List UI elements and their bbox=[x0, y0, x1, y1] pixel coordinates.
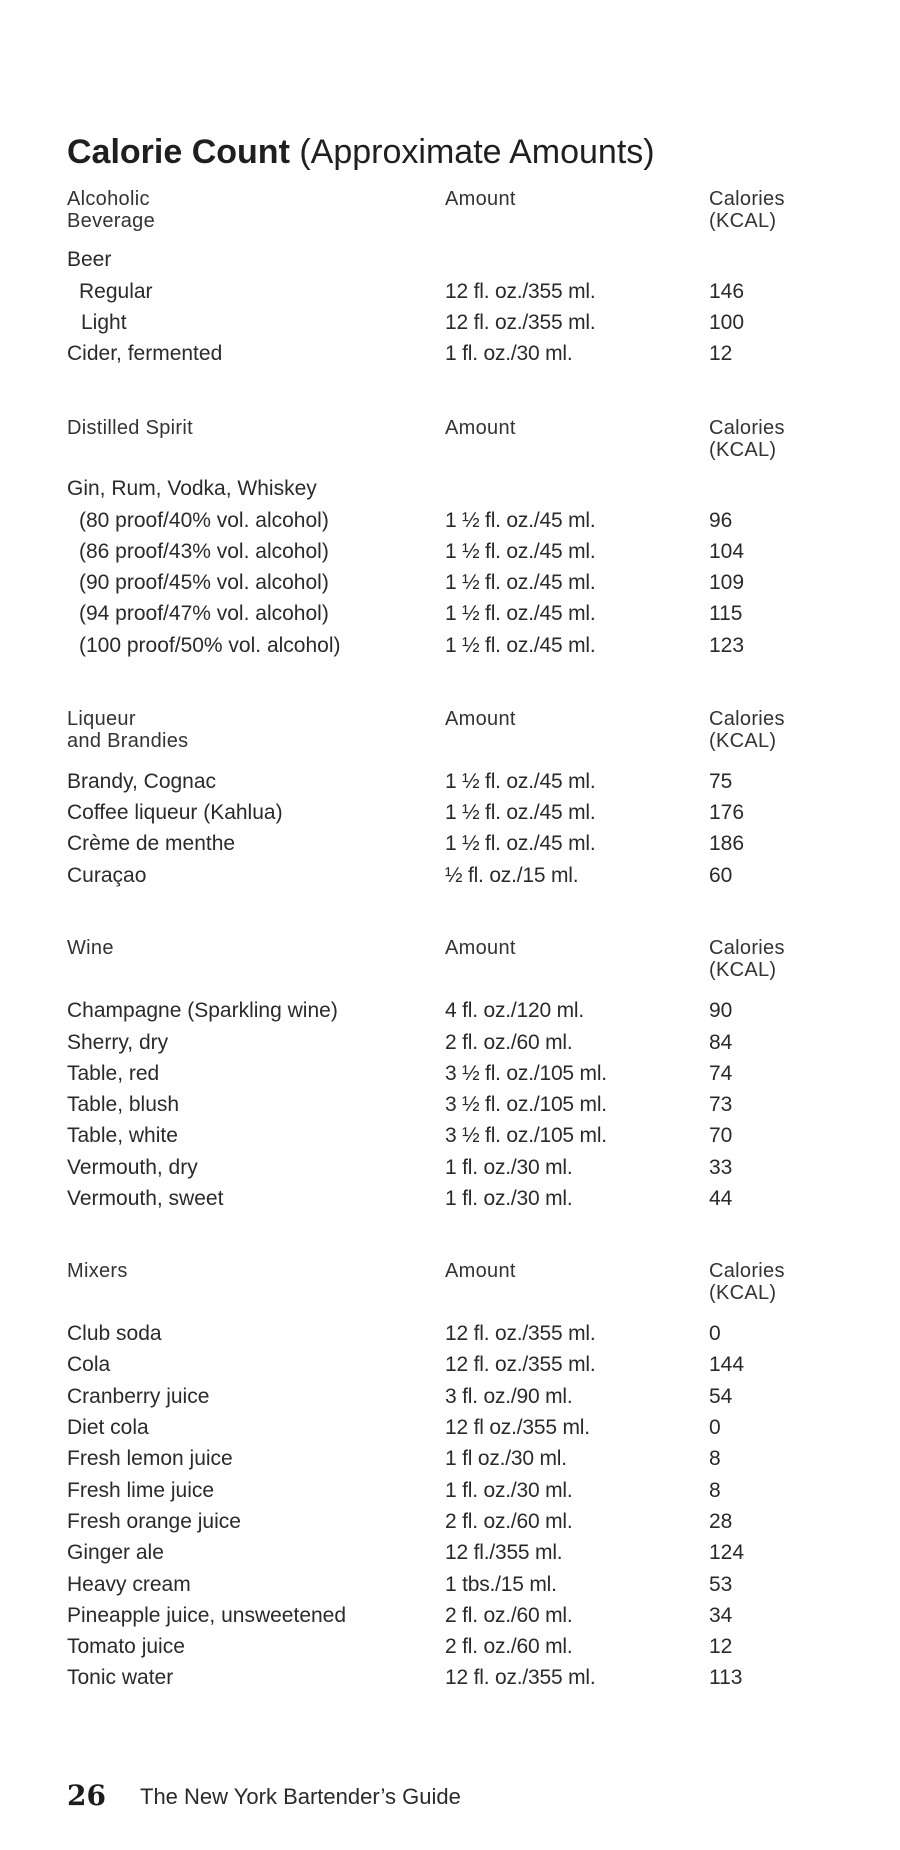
row-calories: 8 bbox=[709, 1447, 721, 1470]
row-calories: 146 bbox=[709, 280, 745, 303]
section-header-amount: Amount bbox=[445, 937, 516, 959]
row-amount: 1 fl. oz./30 ml. bbox=[445, 1187, 573, 1210]
row-amount: 12 fl oz./355 ml. bbox=[445, 1416, 590, 1439]
section-header-kcal: (KCAL) bbox=[709, 730, 777, 752]
title-bold: Calorie Count bbox=[67, 133, 290, 171]
row-calories: 75 bbox=[709, 770, 733, 793]
row-item: Fresh lemon juice bbox=[67, 1447, 233, 1470]
section-header-kcal: (KCAL) bbox=[709, 1282, 777, 1304]
row-item: Heavy cream bbox=[67, 1573, 191, 1596]
row-calories: 124 bbox=[709, 1541, 745, 1564]
row-item: (100 proof/50% vol. alcohol) bbox=[79, 634, 341, 657]
row-calories: 34 bbox=[709, 1604, 733, 1627]
row-amount: 1 ½ fl. oz./45 ml. bbox=[445, 509, 596, 532]
row-amount: 2 fl. oz./60 ml. bbox=[445, 1031, 573, 1054]
section-header-calories: Calories bbox=[709, 1260, 785, 1282]
section-header-calories: Calories bbox=[709, 937, 785, 959]
row-amount: 3 fl. oz./90 ml. bbox=[445, 1385, 573, 1408]
row-amount: 1 fl. oz./30 ml. bbox=[445, 342, 573, 365]
row-item: Diet cola bbox=[67, 1416, 149, 1439]
row-item: Tomato juice bbox=[67, 1635, 185, 1658]
row-item: Tonic water bbox=[67, 1666, 174, 1689]
row-amount: 2 fl. oz./60 ml. bbox=[445, 1510, 573, 1533]
row-calories: 53 bbox=[709, 1573, 733, 1596]
section-header-item: Wine bbox=[67, 937, 114, 959]
row-item: Vermouth, sweet bbox=[67, 1187, 224, 1210]
row-calories: 176 bbox=[709, 801, 745, 824]
row-item: Light bbox=[81, 311, 127, 334]
row-calories: 33 bbox=[709, 1156, 733, 1179]
row-calories: 60 bbox=[709, 864, 733, 887]
row-amount: 1 fl. oz./30 ml. bbox=[445, 1479, 573, 1502]
row-item: Pineapple juice, unsweetened bbox=[67, 1604, 347, 1627]
row-amount: 12 fl. oz./355 ml. bbox=[445, 1666, 596, 1689]
row-calories: 144 bbox=[709, 1353, 745, 1376]
row-item: Crème de menthe bbox=[67, 832, 236, 855]
row-amount: 1 ½ fl. oz./45 ml. bbox=[445, 770, 596, 793]
section-header-amount: Amount bbox=[445, 188, 516, 210]
row-item: Table, red bbox=[67, 1062, 160, 1085]
row-amount: 2 fl. oz./60 ml. bbox=[445, 1635, 573, 1658]
section-header-item: Distilled Spirit bbox=[67, 417, 193, 439]
row-calories: 54 bbox=[709, 1385, 733, 1408]
row-amount: 3 ½ fl. oz./105 ml. bbox=[445, 1124, 607, 1147]
row-item: Cider, fermented bbox=[67, 342, 223, 365]
section-header-item: and Brandies bbox=[67, 730, 189, 752]
row-item: Table, blush bbox=[67, 1093, 180, 1116]
row-item: (90 proof/45% vol. alcohol) bbox=[79, 571, 329, 594]
row-calories: 0 bbox=[709, 1322, 721, 1345]
row-calories: 90 bbox=[709, 999, 733, 1022]
row-item: Vermouth, dry bbox=[67, 1156, 198, 1179]
row-item: Club soda bbox=[67, 1322, 162, 1345]
row-amount: 3 ½ fl. oz./105 ml. bbox=[445, 1062, 607, 1085]
row-calories: 73 bbox=[709, 1093, 733, 1116]
row-item: (86 proof/43% vol. alcohol) bbox=[79, 540, 329, 563]
row-amount: 1 ½ fl. oz./45 ml. bbox=[445, 801, 596, 824]
row-amount: 12 fl. oz./355 ml. bbox=[445, 280, 596, 303]
section-header-item: Mixers bbox=[67, 1260, 128, 1282]
row-item: Regular bbox=[79, 280, 153, 303]
row-calories: 109 bbox=[709, 571, 745, 594]
row-amount: 2 fl. oz./60 ml. bbox=[445, 1604, 573, 1627]
row-calories: 12 bbox=[709, 342, 733, 365]
row-amount: 1 ½ fl. oz./45 ml. bbox=[445, 634, 596, 657]
section-header-kcal: (KCAL) bbox=[709, 959, 777, 981]
row-amount: 12 fl. oz./355 ml. bbox=[445, 1353, 596, 1376]
row-item: Sherry, dry bbox=[67, 1031, 169, 1054]
row-calories: 44 bbox=[709, 1187, 733, 1210]
section-header-calories: Calories bbox=[709, 417, 785, 439]
row-amount: 1 ½ fl. oz./45 ml. bbox=[445, 832, 596, 855]
row-item: (80 proof/40% vol. alcohol) bbox=[79, 509, 329, 532]
row-amount: ½ fl. oz./15 ml. bbox=[445, 864, 579, 887]
row-calories: 12 bbox=[709, 1635, 733, 1658]
row-item: Curaçao bbox=[67, 864, 147, 887]
row-amount: 3 ½ fl. oz./105 ml. bbox=[445, 1093, 607, 1116]
row-calories: 113 bbox=[709, 1666, 743, 1689]
row-amount: 1 fl. oz./30 ml. bbox=[445, 1156, 573, 1179]
page-title bbox=[67, 132, 655, 172]
row-amount: 12 fl. oz./355 ml. bbox=[445, 311, 596, 334]
row-item: Gin, Rum, Vodka, Whiskey bbox=[67, 477, 317, 500]
row-amount: 12 fl. oz./355 ml. bbox=[445, 1322, 596, 1345]
row-calories: 28 bbox=[709, 1510, 733, 1533]
section-header-kcal: (KCAL) bbox=[709, 210, 777, 232]
row-amount: 1 fl oz./30 ml. bbox=[445, 1447, 567, 1470]
section-header-calories: Calories bbox=[709, 708, 785, 730]
row-item: Champagne (Sparkling wine) bbox=[67, 999, 338, 1022]
row-calories: 0 bbox=[709, 1416, 721, 1439]
row-item: Fresh lime juice bbox=[67, 1479, 215, 1502]
page-number: 26 bbox=[67, 1779, 106, 1812]
row-calories: 96 bbox=[709, 509, 733, 532]
section-header-amount: Amount bbox=[445, 708, 516, 730]
section-header-item: Alcoholic bbox=[67, 188, 150, 210]
row-amount: 1 ½ fl. oz./45 ml. bbox=[445, 602, 596, 625]
section-header-kcal: (KCAL) bbox=[709, 439, 777, 461]
row-calories: 100 bbox=[709, 311, 745, 334]
row-amount: 12 fl./355 ml. bbox=[445, 1541, 563, 1564]
row-item: Cola bbox=[67, 1353, 111, 1376]
row-item: Brandy, Cognac bbox=[67, 770, 217, 793]
row-item: Fresh orange juice bbox=[67, 1510, 241, 1533]
row-item: Table, white bbox=[67, 1124, 178, 1147]
row-item: Coffee liqueur (Kahlua) bbox=[67, 801, 283, 824]
row-calories: 104 bbox=[709, 540, 745, 563]
row-amount: 1 tbs./15 ml. bbox=[445, 1573, 557, 1596]
book-title: The New York Bartender’s Guide bbox=[140, 1784, 461, 1809]
row-calories: 8 bbox=[709, 1479, 721, 1502]
row-calories: 70 bbox=[709, 1124, 733, 1147]
section-header-amount: Amount bbox=[445, 417, 516, 439]
row-item: Beer bbox=[67, 248, 112, 271]
row-amount: 1 ½ fl. oz./45 ml. bbox=[445, 571, 596, 594]
section-header-calories: Calories bbox=[709, 188, 785, 210]
section-header-item: Liqueur bbox=[67, 708, 136, 730]
row-calories: 123 bbox=[709, 634, 745, 657]
section-header-item: Beverage bbox=[67, 210, 156, 232]
row-calories: 74 bbox=[709, 1062, 733, 1085]
title-rest: (Approximate Amounts) bbox=[289, 133, 655, 171]
row-calories: 186 bbox=[709, 832, 745, 855]
row-calories: 84 bbox=[709, 1031, 733, 1054]
row-item: (94 proof/47% vol. alcohol) bbox=[79, 602, 329, 625]
section-header-amount: Amount bbox=[445, 1260, 516, 1282]
row-amount: 1 ½ fl. oz./45 ml. bbox=[445, 540, 596, 563]
row-item: Cranberry juice bbox=[67, 1385, 210, 1408]
row-amount: 4 fl. oz./120 ml. bbox=[445, 999, 584, 1022]
row-calories: 115 bbox=[709, 602, 743, 625]
row-item: Ginger ale bbox=[67, 1541, 164, 1564]
